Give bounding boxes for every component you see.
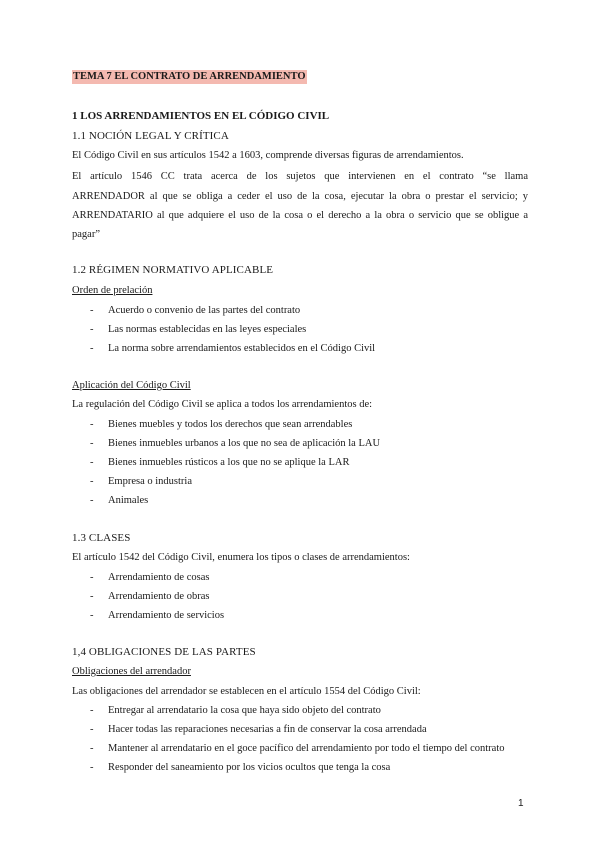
bullet-dash: - [90,457,94,468]
bullet-dash: - [90,324,94,335]
list-heading: Aplicación del Código Civil [72,380,191,391]
bullet-dash: - [90,343,94,354]
bullet-dash: - [90,743,94,754]
paragraph-line: pagar” [72,229,100,240]
bullet-dash: - [90,724,94,735]
bullet-dash: - [90,591,94,602]
subsection-heading: 1.2 RÉGIMEN NORMATIVO APLICABLE [72,264,274,276]
paragraph: El artículo 1542 del Código Civil, enumera los tipos o clases de arrendamientos: [72,552,410,563]
paragraph-line: El artículo 1546 CC trata acerca de los sujetos que intervienen en el contrato “se llama [72,171,528,182]
bullet-dash: - [90,495,94,506]
bullet-dash: - [90,705,94,716]
bullet-dash: - [90,610,94,621]
document-title: TEMA 7 EL CONTRATO DE ARRENDAMIENTO [73,71,306,82]
list-heading: Orden de prelación [72,285,153,296]
bullet-dash: - [90,305,94,316]
paragraph: El Código Civil en sus artículos 1542 a 1603, comprende diversas figuras de arrendamientos. [72,150,464,161]
section-heading: 1 LOS ARRENDAMIENTOS EN EL CÓDIGO CIVIL [72,110,330,122]
bullet-dash: - [90,572,94,583]
paragraph: Las obligaciones del arrendador se establecen en el artículo 1554 del Código Civil: [72,686,421,697]
bullet-dash: - [90,476,94,487]
page-number: 1 [518,798,524,809]
bullet-dash: - [90,419,94,430]
subsection-heading: 1.1 NOCIÓN LEGAL Y CRÍTICA [72,130,229,142]
subsection-heading: 1,4 OBLIGACIONES DE LAS PARTES [72,646,256,658]
paragraph: La regulación del Código Civil se aplica a todos los arrendamientos de: [72,399,373,410]
paragraph-line: ARRENDADOR al que se obliga a ceder el uso de la cosa, ejecutar la obra o prestar el servicio; y [72,191,528,202]
bullet-dash: - [90,438,94,449]
document-page: TEMA 7 EL CONTRATO DE ARRENDAMIENTO 1 LOS ARRENDAMIENTOS EN EL CÓDIGO CIVIL 1.1 NOCIÓN LEGAL Y CRÍTICA El Código Civil en sus artículos 1542 a 1603, comprende diversas figuras de arrendamientos. El artículo 1546 CC trata acerca de los sujetos que intervienen en el contrato “se llama ARRENDADOR al que se obliga a ceder el uso de la cosa, ejecutar la obra o prestar el servicio; y ARRENDATARIO al que adquiere el uso de la cosa o el derecho a la obra o servicio que se obligue a pagar” 1.2 RÉGIMEN NORMATIVO APLICABLE Orden de prelación - Acuerdo o convenio de las partes del contrato - Las normas establecidas en las leyes especiales - La norma sobre arrendamientos establecidos en el Código Civil Aplicación del Código Civil La regulación del Código Civil se aplica a todos los arrendamientos de: - Bienes muebles y todos los derechos que sean arrendables - Bienes inmuebles urbanos a los que no sea de aplicación la LAU - Bienes inmuebles rústicos a los que no se aplique la LAR - Empresa o industria - Animales 1.3 CLASES El artículo 1542 del Código Civil, enumera los tipos o clases de arrendamientos: - Arrendamiento de cosas - Arrendamiento de obras - Arrendamiento de servicios 1,4 OBLIGACIONES DE LAS PARTES Obligaciones del arrendador Las obligaciones del arrendador se establecen en el artículo 1554 del Código Civil: - Entregar al arrendatario la cosa que haya sido objeto del contrato - Hacer todas las reparaciones necesarias a fin de conservar la cosa arrendada - Mantener al arrendatario en el goce pacífico del arrendamiento por todo el tiempo del contrato - Responder del saneamiento por los vicios ocultos que tenga la cosa 1 [72,71,528,809]
bullet-dash: - [90,762,94,773]
subsection-heading: 1.3 CLASES [72,532,131,544]
list-heading: Obligaciones del arrendador [72,666,191,677]
paragraph-line: ARRENDATARIO al que adquiere el uso de la cosa o el derecho a la obra o servicio que se obligue a [72,210,528,221]
